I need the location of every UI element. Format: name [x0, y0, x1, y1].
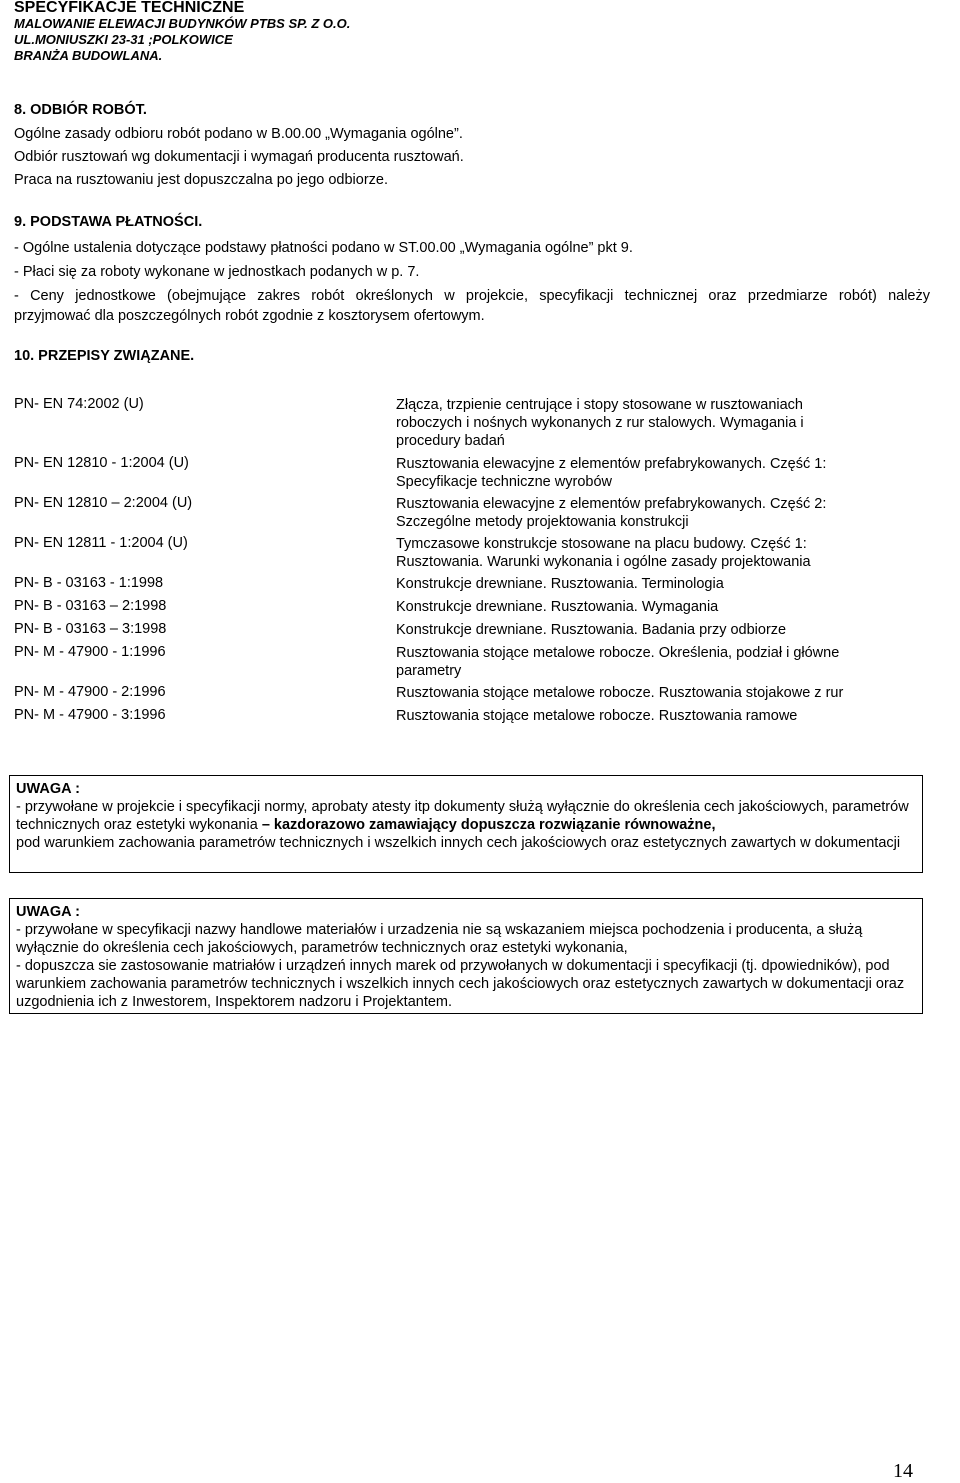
note-text-part: - przywołane w projekcie i specyfikacji normy, aprobaty atesty itp dokumenty służą wyłącznie do określenia cech jakościowych, parametrów technicznych oraz estetyki wykonania	[16, 799, 909, 833]
section-8-line: Odbiór rusztowań wg dokumentacji i wymagań producenta rusztowań.	[14, 149, 464, 165]
header-address: UL.MONIUSZKI 23-31 ;POLKOWICE	[14, 32, 233, 47]
section-9-line: - Płaci się za roboty wykonane w jednostkach podanych w p. 7.	[14, 264, 420, 280]
note-text: - przywołane w specyfikacji nazwy handlowe materiałów i urzadzenia nie są wskazaniem miejsca pochodzenia i producenta, a służą wyłącznie do określenia cech jakościowych, parametrów technicznych oraz estetyki wykonania,	[16, 922, 863, 956]
section-8-title: 8. ODBIÓR ROBÓT.	[14, 102, 147, 118]
norm-code: PN- B - 03163 – 2:1998	[14, 598, 167, 614]
norm-code: PN- EN 12811 - 1:2004 (U)	[14, 535, 188, 551]
norm-code: PN- B - 03163 – 3:1998	[14, 621, 167, 637]
norm-description: Konstrukcje drewniane. Rusztowania. Badania przy odbiorze	[396, 622, 787, 638]
note-box	[9, 775, 923, 873]
header-project: MALOWANIE ELEWACJI BUDYNKÓW PTBS SP. Z O.O.	[14, 16, 351, 31]
note-text	[16, 798, 916, 834]
note-text-emphasis: – kazdorazowo zamawiający dopuszcza rozwiązanie równoważne,	[257, 817, 716, 833]
section-8-line: Praca na rusztowaniu jest dopuszczalna po jego odbiorze.	[14, 172, 389, 188]
header-title: SPECYFIKACJE TECHNICZNE	[14, 0, 245, 16]
note-text: - dopuszcza sie zastosowanie matriałów i urządzeń innych marek od przywołanych w dokumentacji i specyfikacji (tj. dpowiedników), pod warunkiem zachowania parametrów technicznych i wszelkich innych cech jakościowych oraz estetycznych zawartych w dokumentacji oraz uzgodnienia ich z Inwestorem, Inspektorem nadzoru i Projektantem.	[16, 958, 905, 1010]
section-9-paragraph-line: przyjmować dla poszczególnych robót zgodnie z kosztorysem ofertowym.	[14, 308, 485, 324]
norm-code: PN- M - 47900 - 3:1996	[14, 707, 166, 723]
note-text: pod warunkiem zachowania parametrów technicznych i wszelkich innych cech jakościowych oraz estetycznych zawartych w dokumentacji	[16, 835, 901, 851]
note-box	[9, 898, 923, 1014]
norm-description: Rusztowania stojące metalowe robocze. Rusztowania ramowe	[396, 708, 798, 724]
page-number: 14	[893, 1460, 913, 1482]
section-9-paragraph-line: - Ceny jednostkowe (obejmujące zakres robót określonych w projekcie, specyfikacji technicznej oraz przedmiarze robót) należy	[14, 288, 930, 304]
norm-code: PN- EN 74:2002 (U)	[14, 396, 144, 412]
header-branch: BRANŻA BUDOWLANA.	[14, 48, 163, 63]
norm-description: Konstrukcje drewniane. Rusztowania. Wymagania	[396, 599, 719, 615]
section-10-title: 10. PRZEPISY ZWIĄZANE.	[14, 348, 195, 364]
norm-code: PN- M - 47900 - 2:1996	[14, 684, 166, 700]
section-9-line: - Ogólne ustalenia dotyczące podstawy płatności podano w ST.00.00 „Wymagania ogólne” pkt 9.	[14, 240, 633, 256]
norm-description: Rusztowania elewacyjne z elementów prefabrykowanych. Część 1: Specyfikacje techniczne wyrobów	[396, 456, 827, 490]
norm-description: Rusztowania stojące metalowe robocze. Określenia, podział i główne parametry	[396, 645, 840, 679]
note-title: UWAGA :	[16, 781, 80, 797]
norm-code: PN- EN 12810 - 1:2004 (U)	[14, 455, 189, 471]
norm-description: Rusztowania stojące metalowe robocze. Rusztowania stojakowe z rur	[396, 685, 844, 701]
note-title: UWAGA :	[16, 904, 80, 920]
norm-description: Rusztowania elewacyjne z elementów prefabrykowanych. Część 2: Szczególne metody projektowania konstrukcji	[396, 496, 827, 530]
section-9-paragraph	[14, 286, 930, 326]
norm-description: Konstrukcje drewniane. Rusztowania. Terminologia	[396, 576, 724, 592]
norm-description: Tymczasowe konstrukcje stosowane na placu budowy. Część 1: Rusztowania. Warunki wykonania i ogólne zasady projektowania	[396, 536, 811, 570]
section-9-title: 9. PODSTAWA PŁATNOŚCI.	[14, 214, 203, 230]
document-header	[14, 0, 350, 64]
norm-description: Złącza, trzpienie centrujące i stopy stosowane w rusztowaniach roboczych i nośnych wykonanych z rur stalowych. Wymagania i procedury badań	[396, 397, 804, 449]
norm-code: PN- M - 47900 - 1:1996	[14, 644, 166, 660]
norm-code: PN- B - 03163 - 1:1998	[14, 575, 164, 591]
section-8-line: Ogólne zasady odbioru robót podano w B.00.00 „Wymagania ogólne”.	[14, 126, 463, 142]
norm-code: PN- EN 12810 – 2:2004 (U)	[14, 495, 193, 511]
